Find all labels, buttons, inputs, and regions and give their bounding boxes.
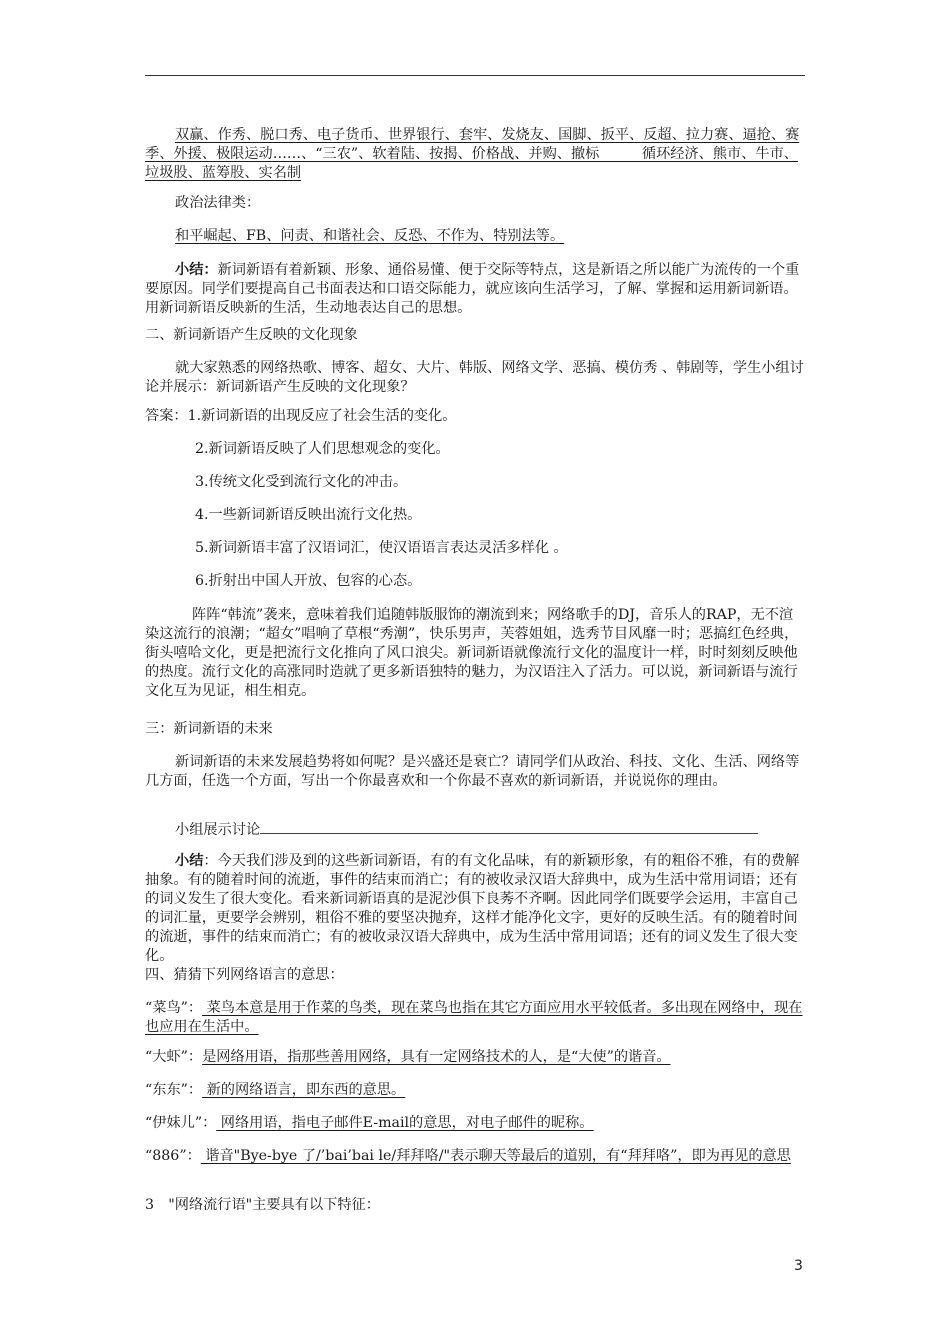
answer-5: 5.新词新语丰富了汉语词汇，使汉语语言表达灵活多样化 。 [195,540,568,556]
guess-term: “东东”： [145,1082,203,1098]
guess-meaning: 新的网络语言，即东西的意思。 [202,1082,406,1098]
answer-1: 答案：1.新词新语的出现反应了社会生活的变化。 [145,408,457,424]
section-4-heading: 四、猜猜下列网络语言的意思： [145,967,344,983]
discussion-label: 小组展示讨论 [175,822,261,838]
answer-3: 3.传统文化受到流行文化的冲击。 [195,474,408,490]
summary-1-label: 小结： [175,262,218,278]
guess-item [145,1081,807,1100]
summary-1-text: 新词新语有着新颖、形象、通俗易懂、便于交际等特点，这是新语之所以能广为流传的一个重要原因。同学们要提高自己书面表达和口语交际能力，就应该向生活学习，了解、掌握和运用新词新语。用新词新语反映新的生活，生动地表达自己的思想。 [145,262,800,316]
guess-term: “大虾”： [145,1049,203,1065]
summary-2-label: 小结 [175,853,204,869]
answer-2: 2.新词新语反映了人们思想观念的变化。 [195,441,450,457]
guess-item [145,1114,807,1133]
section-2-heading: 二、新词新语产生反映的文化现象 [145,327,358,343]
header-rule [145,75,805,76]
discussion-row [145,819,807,840]
answer-6: 6.折射出中国人开放、包容的心态。 [195,573,422,589]
econ-terms-list: 双赢、作秀、脱口秀、电子货币、世界银行、套牢、发烧友、国脚、扳平、反超、拉力赛、逼抢、赛季、外援、极限运动……、“三农”、软着陆、按揭、价格战、并购、撤标 循环经济、熊市、牛市、垃圾股、蓝筹股、实名制 [145,127,800,181]
politics-terms-list [145,227,807,246]
guess-item [145,1147,807,1166]
summary-2-text: ：今天我们涉及到的这些新词新语，有的有文化品味，有的新颖形象，有的粗俗不雅，有的费解抽象。有的随着时间的流逝，事件的结束而消亡；有的被收录汉语大辞典中，成为生活中常用词语；还有的词义发生了很大变化。看来新词新语真的是泥沙俱下良莠不齐啊。因此同学们既要学会运用，丰富自己的词汇量，更要学会辨别，粗俗不雅的要坚决抛弃，这样才能净化文字，更好的反映生活。有的随着时间的流逝，事件的结束而消亡；有的被收录汉语大辞典中，成为生活中常用词语；还有的词义发生了很大变化。 [145,853,800,964]
guess-term: “菜鸟”： [145,1000,203,1016]
guess-meaning: 网络用语，指电子邮件E-mail的意思，对电子邮件的昵称。 [216,1115,594,1131]
guess-item [145,1048,807,1067]
summary-1 [145,261,807,318]
culture-paragraph: 阵阵“韩流”袭来，意味着我们追随韩版服饰的潮流到来；网络歌手的DJ，音乐人的RAP，无不渲染这流行的浪潮；“超女”唱响了草根“秀潮”，快乐男声，芙蓉姐姐，选秀节目风靡一时；恶搞红色经典，街头嘻哈文化，更是把流行文化推向了风口浪尖。新词新语就像流行文化的温度计一样，时时刻刻反映他的热度。流行文化的高涨同时造就了更多新语独特的魅力，为汉语注入了活力。可以说，新词新语与流行文化互为见证，相生相克。 [145,607,799,699]
section-3-heading: 三：新词新语的未来 [145,721,273,737]
item-3-heading: 3 "网络流行语"主要具有以下特征： [145,1197,380,1213]
guess-meaning: 是网络用语，指那些善用网络，具有一定网络技术的人，是“大使”的谐音。 [202,1049,671,1065]
guess-item [145,999,807,1037]
summary-2 [145,852,807,966]
guess-meaning: 菜鸟本意是用于作菜的鸟类，现在菜鸟也指在其它方面应用水平较低者。多出现在网络中，现在也应用在生活中。 [145,1000,803,1035]
guess-term: “伊妹儿”： [145,1115,217,1131]
politics-heading: 政治法律类： [175,195,261,211]
guess-term: “886”： [145,1148,201,1164]
answer-4: 4.一些新词新语反映出流行文化热。 [195,507,422,523]
guess-meaning: 谐音"Bye-bye 了/’bai’bai le/拜拜咯/"表示聊天等最后的道别，有“拜拜咯”，即为再见的意思 [200,1148,791,1164]
page-number: 3 [794,1258,803,1274]
section-3-intro: 新词新语的未来发展趋势将如何呢？是兴盛还是衰亡？请同学们从政治、科技、文化、生活、网络等几方面，任选一个方面，写出一个你最喜欢和一个你最不喜欢的新词新语，并说说你的理由。 [145,754,800,789]
discussion-answer-line [260,819,758,834]
politics-terms: 和平崛起、FB、问责、和谐社会、反恐、不作为、特别法等。 [175,228,565,244]
section-2-intro: 就大家熟悉的网络热歌、博客、超女、大片、韩版、网络文学、恶搞、模仿秀 、韩剧等，学生小组讨论并展示：新词新语产生反映的文化现象？ [145,360,804,395]
